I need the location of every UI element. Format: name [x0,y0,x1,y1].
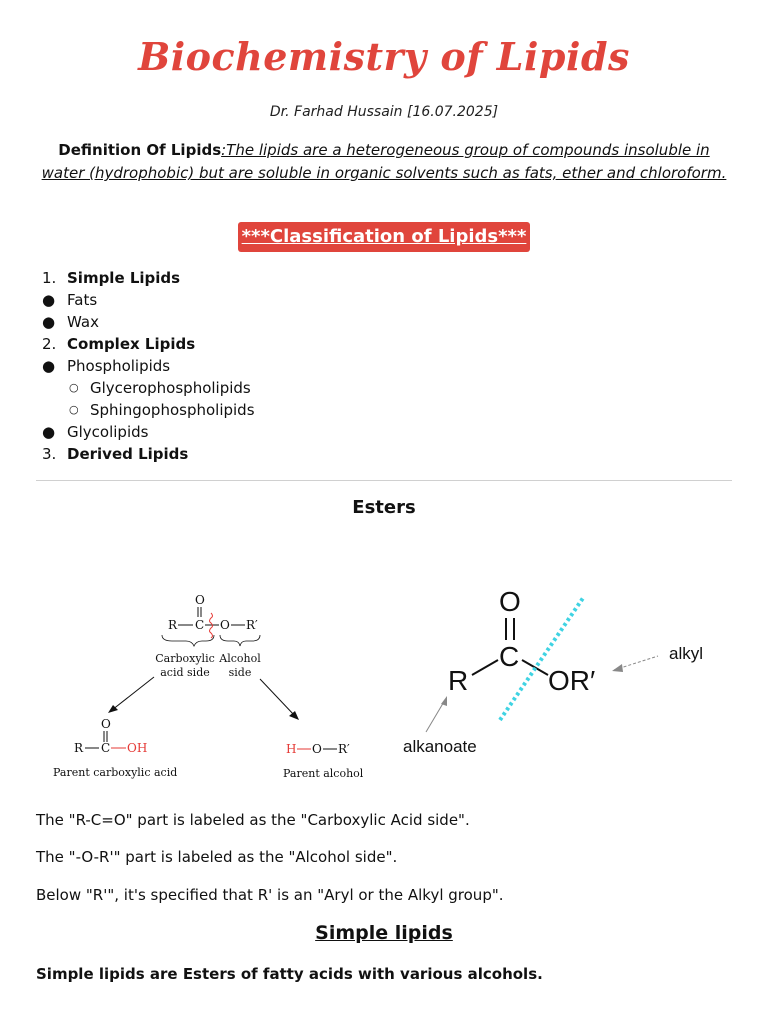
alcohol-label-2: side [228,666,252,679]
ester-carbonyl-o: O [195,593,205,607]
list-item-label: Sphingophospholipids [90,401,255,419]
list-marker: 1. [42,269,57,287]
alcohol-caption: Parent alcohol [283,767,364,780]
ester-o: O [220,618,230,632]
simple-lipids-heading: Simple lipids [315,922,453,944]
list-item [36,377,536,399]
bullet-icon: ● [42,291,56,309]
acid-caption: Parent carboxylic acid [53,766,178,779]
acid-o: O [101,717,111,731]
ester-or-prime: OR′ [548,665,596,696]
classification-badge: ***Classification of Lipids*** [238,222,531,252]
arrow-line [260,679,295,716]
ester-c: C [499,641,520,672]
list-item [36,267,536,289]
bullet-icon: ● [42,357,56,375]
acid-r: R [74,741,84,755]
document-title: Biochemistry of Lipids [138,34,630,79]
list-marker: 3. [42,445,57,463]
circle-bullet-icon: ○ [69,403,79,416]
list-item [36,355,536,377]
acid-oh: OH [127,741,148,755]
pointer-line [426,700,445,732]
carboxylic-label-2: acid side [160,666,210,679]
paragraph: The "-O-R'" part is labeled as the "Alcohol side". [36,848,398,866]
carboxylic-brace [162,635,214,646]
single-bond [522,660,548,675]
ester-r: R [448,665,469,696]
esters-heading: Esters [352,497,416,518]
definition-paragraph [36,139,732,185]
list-item [36,399,536,421]
alcohol-label-1: Alcohol [219,652,261,665]
acid-c: C [101,741,111,755]
circle-bullet-icon: ○ [69,381,79,394]
alcohol-r-prime: R′ [338,742,350,756]
alcohol-h: H [286,742,297,756]
divider [36,480,732,481]
list-item [36,421,536,443]
list-marker: 2. [42,335,57,353]
ester-c: C [195,618,205,632]
paragraph: The "R-C=O" part is labeled as the "Carboxylic Acid side". [36,811,470,829]
list-item-label: Glycolipids [67,423,149,441]
list-item-label: Derived Lipids [67,445,189,463]
list-item [36,333,536,355]
alcohol-brace [220,635,260,646]
list-item-label: Complex Lipids [67,335,196,353]
paragraph: Below "R'", it's specified that R' is an "Aryl or the Alkyl group". [36,886,504,904]
alcohol-o: O [312,742,322,756]
arrow-head-icon [612,664,623,672]
list-item-label: Wax [67,313,99,331]
ester-hydrolysis-diagram [40,585,370,790]
list-item-label: Glycerophospholipids [90,379,251,397]
list-item-label: Simple Lipids [67,269,181,287]
definition-text: :The lipids are a heterogeneous group of compounds insoluble in water (hydrophobic) but are soluble in organic solvents such as fats, ether and chloroform. [41,141,727,182]
list-item [36,443,536,465]
ester-structure-diagram [390,580,730,780]
ester-r-prime: R′ [246,618,258,632]
list-item-label: Phospholipids [67,357,171,375]
alkyl-label: alkyl [669,644,704,663]
classification-list [36,267,536,465]
single-bond [472,660,498,675]
alkanoate-label: alkanoate [403,737,477,756]
list-item [36,289,536,311]
classification-badge-row [0,222,768,252]
ester-r: R [168,618,178,632]
author-line: Dr. Farhad Hussain [16.07.2025] [269,104,499,120]
list-item [36,311,536,333]
bullet-icon: ● [42,313,56,331]
definition-term: Definition Of Lipids [58,141,222,159]
bullet-icon: ● [42,423,56,441]
arrow-line [112,677,154,710]
carboxylic-label-1: Carboxylic [155,652,215,665]
list-item-label: Fats [67,291,98,309]
ester-carbonyl-o: O [499,586,521,617]
simple-lipids-definition: Simple lipids are Esters of fatty acids with various alcohols. [36,965,543,983]
arrow-head-icon [289,711,299,720]
